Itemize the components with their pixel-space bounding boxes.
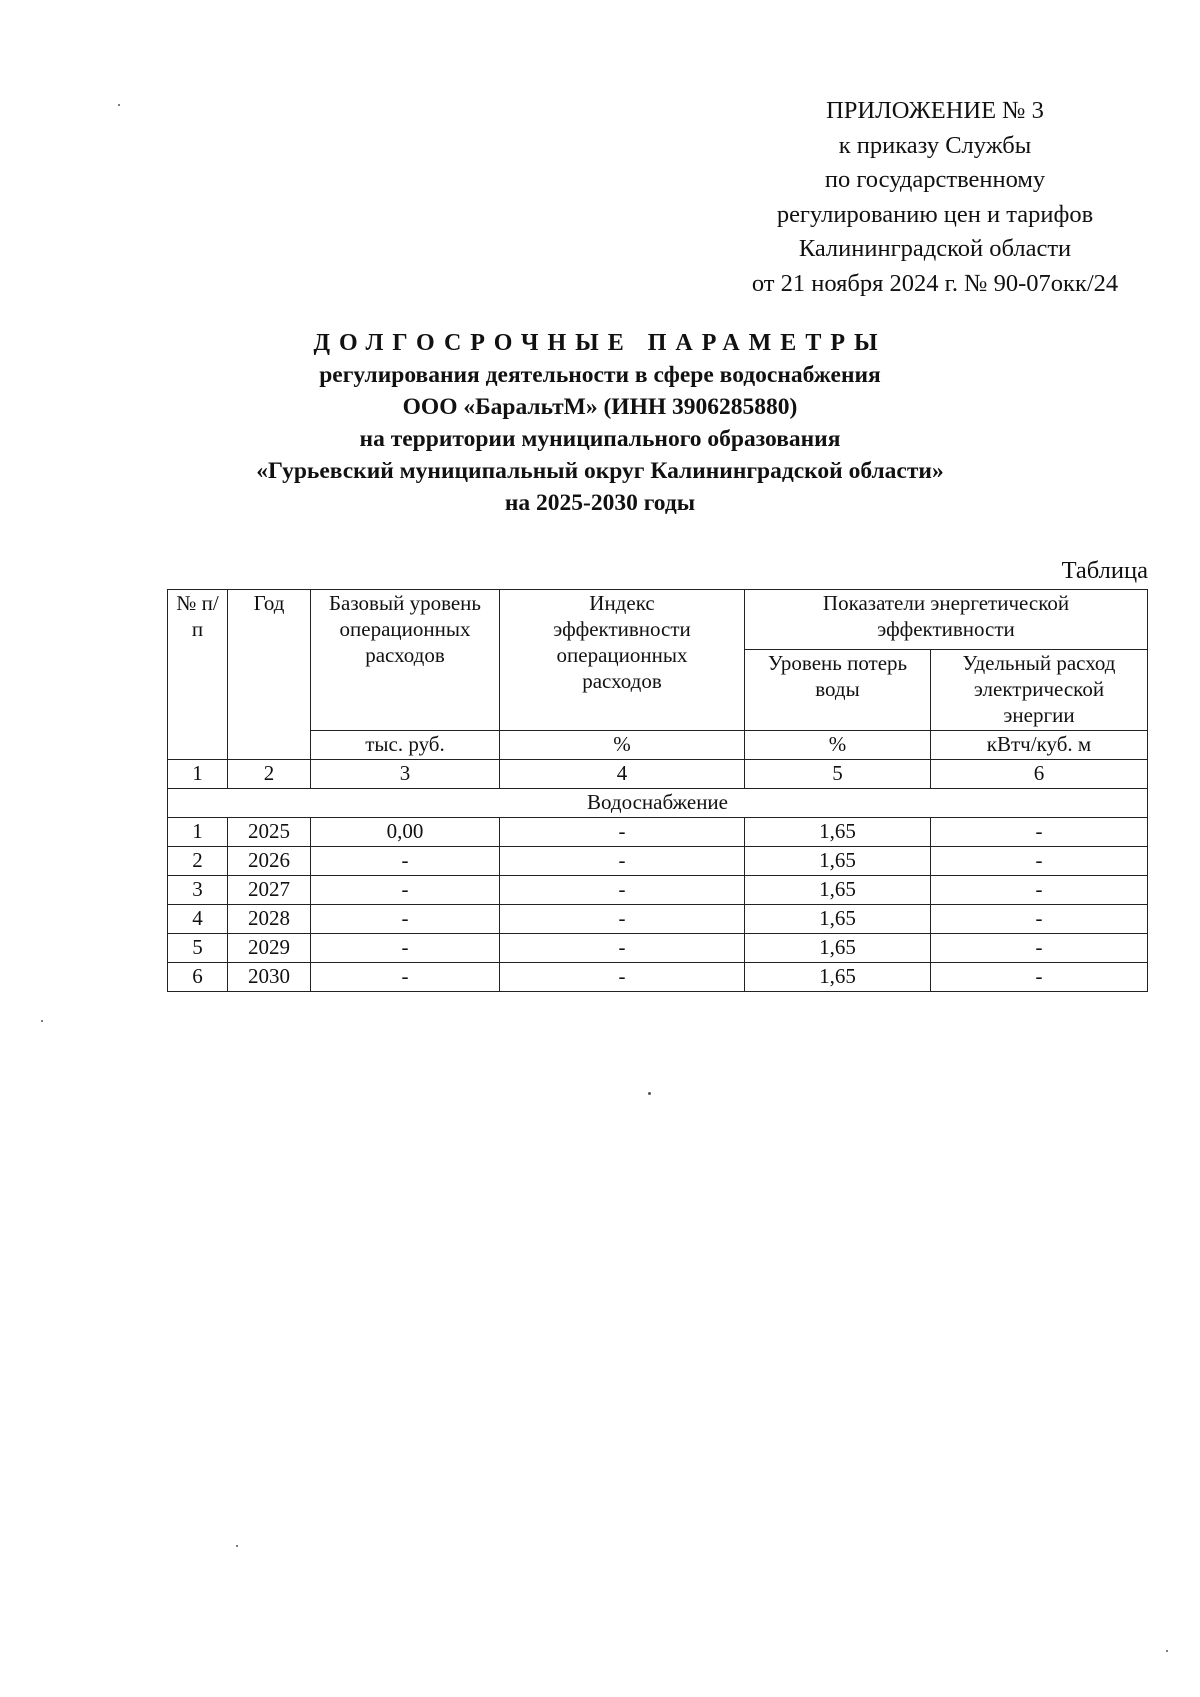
cell-index: -	[500, 876, 745, 905]
header-energy-group: Показатели энергетической эффективности	[745, 590, 1148, 650]
header-year: Год	[228, 590, 311, 760]
column-number: 2	[228, 760, 311, 789]
appendix-block	[700, 94, 1170, 301]
cell-loss: 1,65	[745, 847, 931, 876]
scan-speck	[1166, 1650, 1168, 1652]
title-line: ООО «БаральтМ» (ИНН 3906285880)	[402, 394, 798, 420]
appendix-line: Калининградской области	[798, 235, 1072, 262]
unit-water-loss: %	[745, 731, 931, 760]
table-row	[168, 876, 1148, 905]
cell-loss: 1,65	[745, 905, 931, 934]
column-number-row	[168, 760, 1148, 789]
appendix-line: регулированию цен и тарифов	[776, 200, 1094, 228]
cell-year: 2027	[228, 876, 311, 905]
unit-base-level: тыс. руб.	[311, 731, 500, 760]
cell-index: -	[500, 847, 745, 876]
column-number: 1	[168, 760, 228, 789]
column-number: 6	[931, 760, 1148, 789]
cell-power: -	[931, 905, 1148, 934]
title-line: регулирования деятельности в сфере водоснабжения	[319, 362, 881, 388]
header-power-consumption: Удельный расход электрической энергии	[931, 650, 1148, 731]
cell-num: 5	[168, 934, 228, 963]
cell-year: 2025	[228, 818, 311, 847]
cell-power: -	[931, 934, 1148, 963]
cell-year: 2028	[228, 905, 311, 934]
title-line: на 2025-2030 годы	[504, 490, 696, 516]
cell-base: -	[311, 847, 500, 876]
cell-base: -	[311, 963, 500, 992]
cell-power: -	[931, 818, 1148, 847]
cell-power: -	[931, 963, 1148, 992]
table-row	[168, 934, 1148, 963]
unit-efficiency-index: %	[500, 731, 745, 760]
cell-num: 2	[168, 847, 228, 876]
column-number: 5	[745, 760, 931, 789]
cell-year: 2030	[228, 963, 311, 992]
cell-loss: 1,65	[745, 876, 931, 905]
column-number: 4	[500, 760, 745, 789]
cell-power: -	[931, 876, 1148, 905]
parameters-table	[167, 589, 1148, 992]
cell-year: 2029	[228, 934, 311, 963]
title-line: на территории муниципального образования	[359, 426, 841, 452]
title-main: ДОЛГОСРОЧНЫЕ ПАРАМЕТРЫ	[313, 330, 887, 356]
cell-index: -	[500, 934, 745, 963]
cell-base: 0,00	[311, 818, 500, 847]
cell-num: 4	[168, 905, 228, 934]
appendix-line: по государственному	[824, 166, 1046, 193]
appendix-line: к приказу Службы	[838, 131, 1032, 159]
cell-base: -	[311, 905, 500, 934]
header-efficiency-index: Индекс эффективности операционных расходов	[500, 590, 745, 731]
cell-index: -	[500, 905, 745, 934]
table-row	[168, 905, 1148, 934]
section-label: Водоснабжение	[168, 789, 1148, 818]
table-row	[168, 963, 1148, 992]
cell-loss: 1,65	[745, 963, 931, 992]
scan-speck	[118, 104, 120, 106]
cell-base: -	[311, 934, 500, 963]
appendix-line: ПРИЛОЖЕНИЕ № 3	[826, 97, 1044, 124]
document-title	[100, 327, 1100, 519]
scan-speck	[236, 1545, 238, 1547]
table-row	[168, 847, 1148, 876]
cell-loss: 1,65	[745, 934, 931, 963]
cell-power: -	[931, 847, 1148, 876]
header-num: № п/п	[168, 590, 228, 760]
cell-num: 6	[168, 963, 228, 992]
cell-index: -	[500, 963, 745, 992]
header-base-level: Базовый уровень операционных расходов	[311, 590, 500, 731]
title-line: «Гурьевский муниципальный округ Калининградской области»	[256, 458, 944, 484]
cell-num: 1	[168, 818, 228, 847]
cell-num: 3	[168, 876, 228, 905]
scan-speck	[41, 1020, 43, 1022]
cell-base: -	[311, 876, 500, 905]
appendix-line: от 21 ноября 2024 г. № 90-07окк/24	[751, 269, 1119, 297]
cell-loss: 1,65	[745, 818, 931, 847]
table-row	[168, 818, 1148, 847]
column-number: 3	[311, 760, 500, 789]
scan-speck	[648, 1092, 651, 1095]
table-caption: Таблица	[1061, 557, 1148, 584]
cell-index: -	[500, 818, 745, 847]
header-water-loss: Уровень потерь воды	[745, 650, 931, 731]
unit-power-consumption: кВтч/куб. м	[931, 731, 1148, 760]
cell-year: 2026	[228, 847, 311, 876]
